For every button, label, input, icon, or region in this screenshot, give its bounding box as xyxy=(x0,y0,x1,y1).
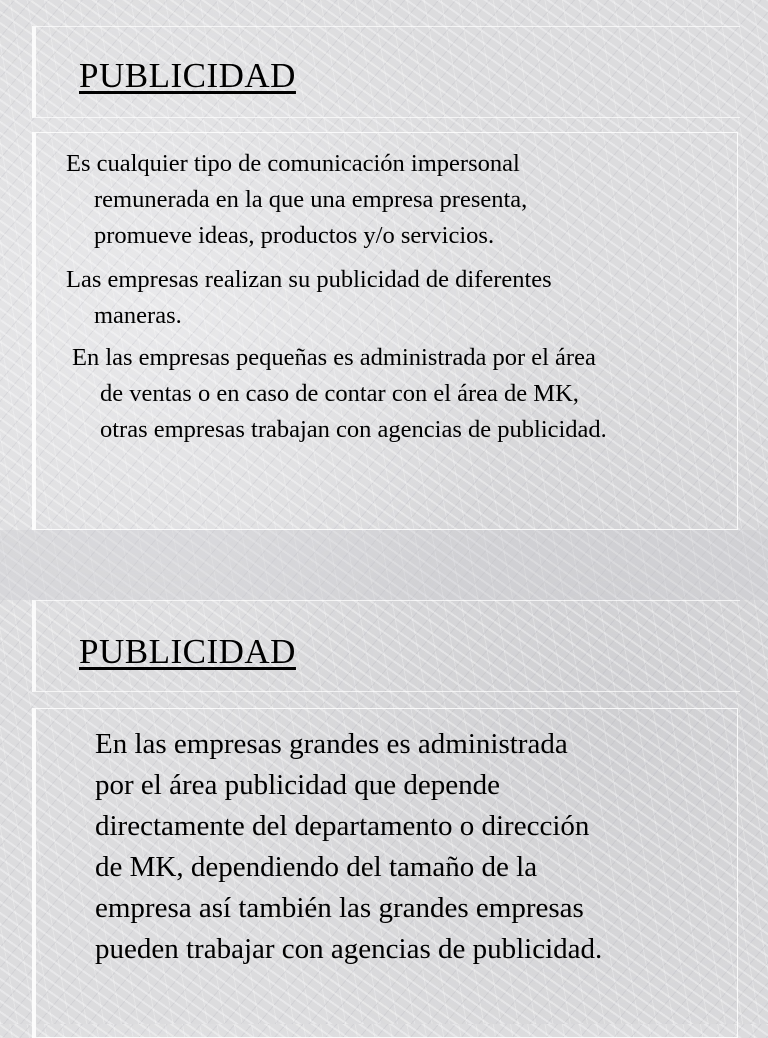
text-line: otras empresas trabajan con agencias de publicidad. xyxy=(100,416,607,443)
paragraph-large-companies xyxy=(95,724,602,970)
text-line: Es cualquier tipo de comunicación impersonal xyxy=(66,150,520,177)
slide-title: PUBLICIDAD xyxy=(79,56,296,95)
text-line: En las empresas grandes es administrada xyxy=(95,728,568,760)
text-line: promueve ideas, productos y/o servicios. xyxy=(94,222,495,249)
paragraph-definition xyxy=(66,146,716,254)
text-line: pueden trabajar con agencias de publicidad. xyxy=(95,933,603,965)
text-line: Las empresas realizan su publicidad de diferentes xyxy=(66,266,552,293)
slide-title: PUBLICIDAD xyxy=(79,632,296,671)
text-line: de MK, dependiendo del tamaño de la xyxy=(95,851,538,883)
text-line: maneras. xyxy=(94,302,182,329)
text-line: de ventas o en caso de contar con el área de MK, xyxy=(100,380,579,407)
text-line: por el área publicidad que depende xyxy=(95,769,501,801)
text-line: remunerada en la que una empresa presenta, xyxy=(94,186,528,213)
paragraph-ways xyxy=(66,262,716,334)
text-line: En las empresas pequeñas es administrada por el área xyxy=(72,344,596,371)
paragraph-small-companies xyxy=(72,340,722,448)
text-line: empresa así también las grandes empresas xyxy=(95,892,584,924)
text-line: directamente del departamento o dirección xyxy=(95,810,590,842)
slide-1 xyxy=(0,0,768,512)
